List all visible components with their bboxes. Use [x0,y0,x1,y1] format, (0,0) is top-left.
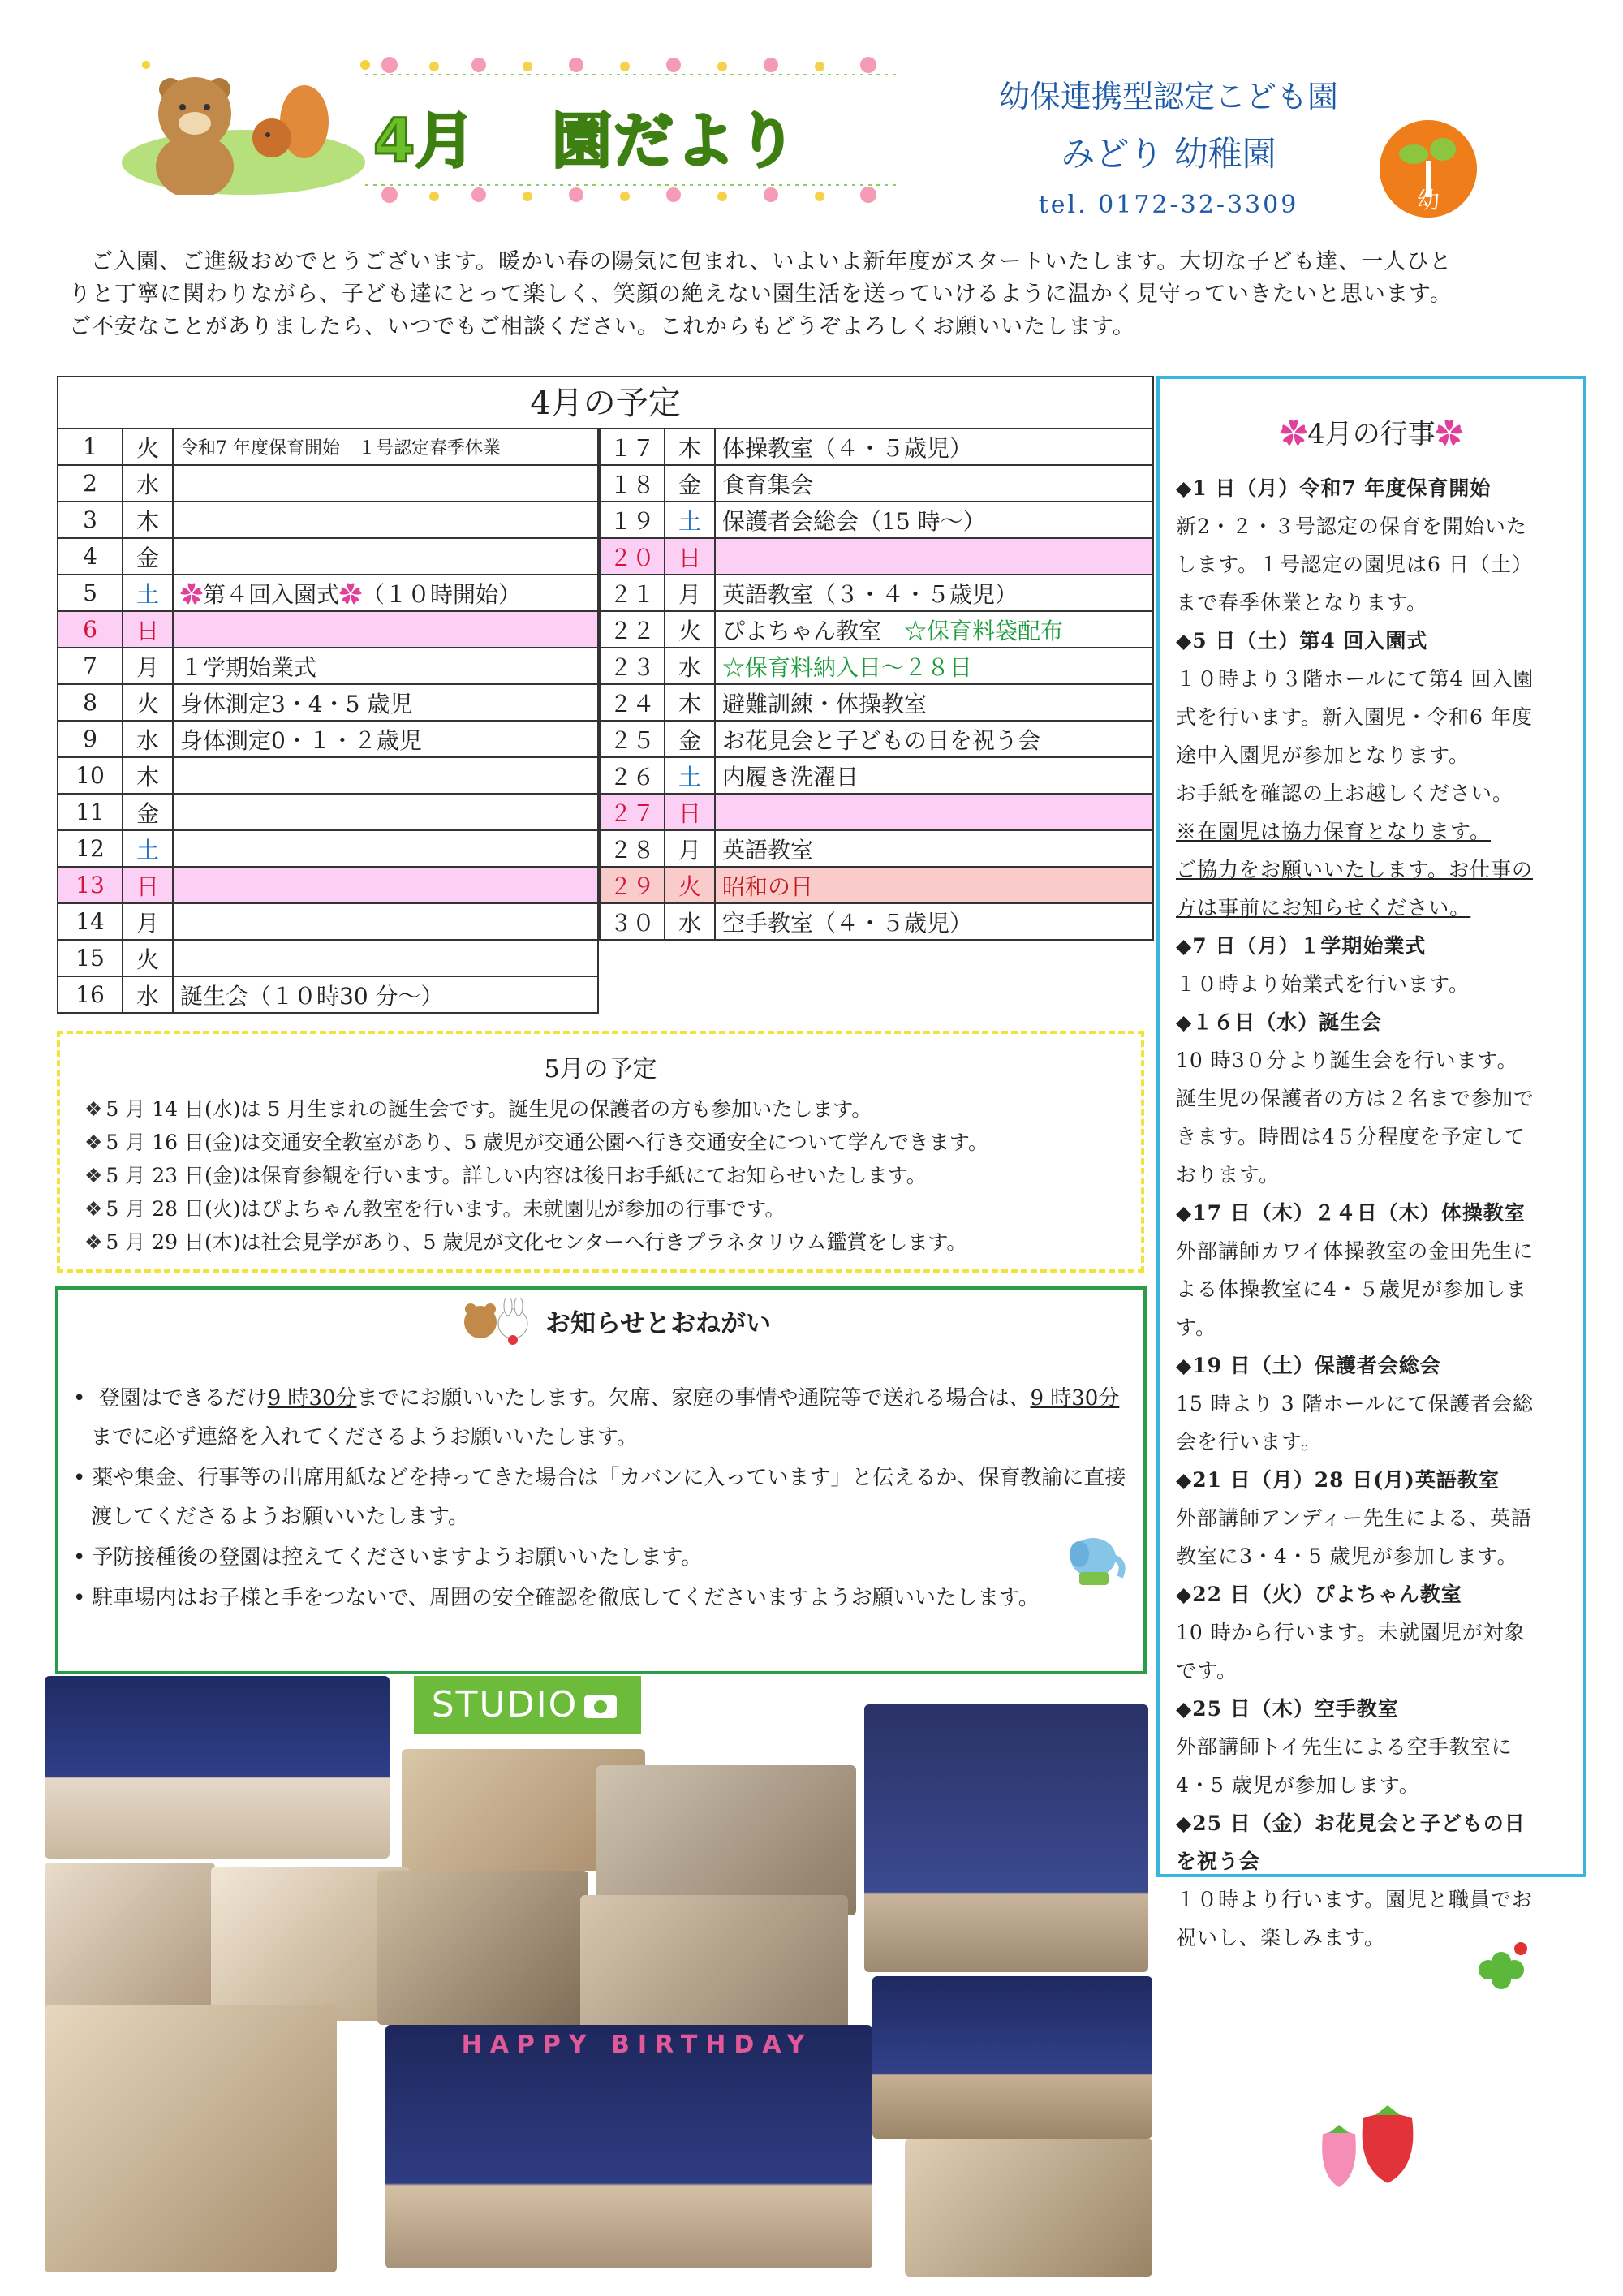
schedule-event: 昭和の日 [715,867,1153,903]
schedule-event: 体操教室（４・５歳児） [715,429,1153,465]
schedule-event: 身体測定3・4・5 歳児 [173,684,598,721]
schedule-weekday: 月 [123,903,173,940]
schedule-event [715,794,1153,830]
schedule-row [58,903,598,940]
schedule-event [173,867,598,903]
schedule-weekday: 水 [665,903,715,940]
photo-entrance-ceremony [45,1676,390,1859]
schedule-row [58,465,598,502]
schedule-day: ２６ [600,757,665,794]
schedule-row [58,611,598,648]
schedule-row [600,538,1153,575]
schedule-weekday: 月 [665,830,715,867]
notice-time: 9 時30分 [1030,1386,1120,1411]
event-heading: を祝う会 [1176,1850,1261,1873]
schedule-weekday: 水 [665,648,715,684]
logo-text: 幼 [1416,187,1440,213]
schedule-row [600,794,1153,830]
schedule-row [600,903,1153,940]
notice-text: までにお願いいたします。欠席、家庭の事情や通院等で送れる場合は、 [356,1386,1031,1411]
schedule-event: １学期始業式 [173,648,598,684]
schedule-row [58,940,598,976]
event-heading: ◆7 日（月）１学期始業式 [1176,934,1427,958]
schedule-row [58,976,598,1013]
schedule-day: １９ [600,502,665,538]
schedule-day: 9 [58,721,123,757]
schedule-day: ３０ [600,903,665,940]
schedule-event-text: 第４回入園式 [203,580,340,608]
schedule-event: 英語教室（３・４・５歳児） [715,575,1153,611]
event-line: まで春季休業となります。 [1176,591,1428,614]
schedule-day: 3 [58,502,123,538]
schedule-row [58,684,598,721]
schedule-weekday: 水 [123,721,173,757]
may-item: ❖ 5 月 23 日(金)は保育参観を行います。詳しい内容は後日お手紙にてお知らせいたします。 [84,1159,1141,1192]
schedule-weekday: 日 [123,611,173,648]
schedule-event-extra: （１０時開始） [362,580,522,608]
schedule-event: ☆保育料納入日〜２８日 [715,648,1153,684]
photo-graduation-stage [864,1704,1148,1972]
intro-line: ご不安なことがありましたら、いつでもご相談ください。これからもどうぞよろしくお願いいたします。 [69,314,1135,339]
studio-midori-banner [414,1676,641,1734]
notice-item: • 予防接種後の登園は控えてくださいますようお願いいたします。 [73,1538,1128,1577]
schedule-row [600,575,1153,611]
schedule-weekday: 日 [665,538,715,575]
photo-children-4 [580,1895,848,2033]
notice-item: • 薬や集金、行事等の出席用紙などを持ってきた場合は「カバンに入っています」と伝えるか、保育教諭に直接渡してくださるようお願いいたします。 [73,1458,1128,1536]
title-main: 園だより [552,106,799,176]
event-line: 外部講師アンディー先生による、英語 [1176,1506,1533,1530]
event-line: おります。 [1176,1163,1281,1187]
schedule-day: 12 [58,830,123,867]
schedule-event-text: ぴよちゃん教室 [722,617,882,644]
schedule-day: 16 [58,976,123,1013]
schedule-row [600,611,1153,648]
schedule-day: ２０ [600,538,665,575]
strawberry-icon [1307,2102,1428,2191]
schedule-row [58,429,598,465]
schedule-row [600,830,1153,867]
schedule-weekday: 日 [123,867,173,903]
schedule-event: 令和7 年度保育開始 １号認定春季休業 [173,429,598,465]
photo-collage [45,1676,1152,2281]
schedule-weekday: 火 [123,684,173,721]
schedule-row [600,648,1153,684]
schedule-event [173,940,598,976]
notice-item: • 駐車場内はお子様と手をつないで、周囲の安全確認を徹底してくださいますようお願いいたします。 [73,1579,1128,1618]
schedule-row [600,684,1153,721]
schedule-row [58,575,598,611]
schedule-event: 内履き洗濯日 [715,757,1153,794]
photo-children-3 [377,1871,588,2025]
schedule-weekday: 木 [123,502,173,538]
schedule-weekday: 土 [665,502,715,538]
schedule-event: 避難訓練・体操教室 [715,684,1153,721]
april-schedule-title: 4月の予定 [57,376,1154,428]
schedule-day: 5 [58,575,123,611]
schedule-day: 10 [58,757,123,794]
event-heading: ◆5 日（土）第4 回入園式 [1176,629,1428,653]
event-heading: ◆1 日（月）令和7 年度保育開始 [1176,476,1492,500]
event-line: １０時より３階ホールにて第4 回入園 [1176,667,1535,691]
bear-rabbit-icon [456,1298,537,1346]
studio-left-text: STUDIO [431,1684,579,1725]
intro-line: ご入園、ご進級おめでとうございます。暖かい春の陽気に包まれ、いよいよ新年度がスタートいたします。大切な子ども達、一人ひと [91,249,1453,274]
event-line: です。 [1176,1659,1238,1682]
event-heading: ◆25 日（木）空手教室 [1176,1697,1399,1721]
schedule-event [173,794,598,830]
schedule-weekday: 水 [123,976,173,1013]
schedule-row [58,648,598,684]
schedule-row [58,867,598,903]
notice-text: 登園はできるだけ [98,1386,268,1411]
april-schedule-table-left [57,428,599,1014]
notice-item [73,1379,1128,1457]
school-info [941,71,1396,219]
schedule-event-extra: ☆保育料袋配布 [904,617,1064,644]
schedule-event: 食育集会 [715,465,1153,502]
may-item: ❖ 5 月 16 日(金)は交通安全教室があり、5 歳児が交通公園へ行き交通安全について学んできます。 [84,1126,1141,1159]
schedule-row [600,757,1153,794]
schedule-day: 7 [58,648,123,684]
school-logo-icon [1380,120,1477,218]
schedule-event [173,611,598,648]
schedule-row [600,867,1153,903]
title-month: 4月 [373,106,476,176]
notice-time: 9 時30分 [267,1386,357,1411]
clover-ladybug-icon [1464,1937,1537,2002]
flower-icon: ✿ [1435,418,1463,450]
elephant-icon [1057,1525,1130,1590]
schedule-event [173,757,598,794]
schedule-weekday: 土 [123,830,173,867]
school-type: 幼保連携型認定こども園 [998,79,1338,114]
schedule-day: ２２ [600,611,665,648]
schedule-event: お花見会と子どもの日を祝う会 [715,721,1153,757]
flower-border-bottom [365,179,901,211]
schedule-day: １７ [600,429,665,465]
schedule-weekday: 土 [665,757,715,794]
schedule-row [58,830,598,867]
event-line-underlined: 方は事前にお知らせください。 [1176,896,1471,920]
schedule-day: ２１ [600,575,665,611]
event-heading: ◆１６日（水）誕生会 [1176,1010,1383,1034]
schedule-day: ２５ [600,721,665,757]
school-name: みどり 幼稚園 [1061,134,1276,174]
event-line: 式を行います。新入園児・令和6 年度 [1176,705,1533,729]
event-line: 15 時より 3 階ホールにて保護者会総 [1176,1392,1535,1415]
schedule-event [715,611,1153,648]
schedule-event [173,575,598,611]
schedule-weekday: 金 [665,721,715,757]
schedule-event [173,830,598,867]
notice-text: までに必ず連絡を入れてくださるようお願いいたします。 [91,1425,638,1450]
schedule-event [173,502,598,538]
event-line: します。１号認定の園児は6 日（土） [1176,553,1533,576]
may-item: ❖ 5 月 14 日(水)は 5 月生まれの誕生会です。誕生児の保護者の方も参加いたします。 [84,1092,1141,1126]
schedule-day: 1 [58,429,123,465]
schedule-weekday: 金 [123,794,173,830]
event-heading: ◆17 日（木）２４日（木）体操教室 [1176,1201,1526,1225]
events-body [1160,469,1583,1957]
may-item: ❖ 5 月 28 日(火)はぴよちゃん教室を行います。未就園児が参加の行事です。 [84,1192,1141,1226]
may-schedule-title: 5月の予定 [544,1055,657,1083]
event-heading: ◆22 日（火）ぴよちゃん教室 [1176,1583,1462,1606]
banner-text: HAPPY BIRTHDAY [461,2031,813,2059]
schedule-row [600,721,1153,757]
event-line: 新2・２・３号認定の保育を開始いた [1176,515,1527,538]
april-events-panel [1156,376,1586,1949]
schedule-row [58,721,598,757]
schedule-weekday: 火 [665,867,715,903]
schedule-day: ２３ [600,648,665,684]
camera-icon [584,1695,617,1718]
flower-border-top [365,49,901,81]
schedule-day: ２８ [600,830,665,867]
event-line: 外部講師カワイ体操教室の金田先生に [1176,1239,1535,1263]
event-line: 4・5 歳児が参加します。 [1176,1773,1420,1797]
may-schedule [57,1031,1144,1273]
event-line: 祝いし、楽しみます。 [1176,1926,1386,1949]
schedule-event: 誕生会（１０時30 分〜） [173,976,598,1013]
schedule-event [173,538,598,575]
event-line: 会を行います。 [1176,1430,1323,1454]
schedule-weekday: 火 [665,611,715,648]
schedule-day: ２９ [600,867,665,903]
schedule-event [173,465,598,502]
event-line: 10 時3０分より誕生会を行います。 [1176,1049,1518,1072]
photo-playroom [45,2005,337,2272]
schedule-event [715,538,1153,575]
event-heading: ◆21 日（月）28 日(月)英語教室 [1176,1468,1500,1492]
schedule-row [58,794,598,830]
intro-line: りと丁寧に関わりながら、子ども達にとって楽しく、笑顔の絶えない園生活を送っていけるように温かく見守っていきたいと思います。 [69,282,1453,307]
schedule-day: 2 [58,465,123,502]
schedule-day: １８ [600,465,665,502]
event-line: す。 [1176,1316,1217,1339]
schedule-weekday: 木 [123,757,173,794]
schedule-day: 6 [58,611,123,648]
photo-classroom-2 [596,1765,856,1915]
event-line-underlined: ご協力をお願いいたします。お仕事の [1176,858,1534,881]
events-title [1160,411,1583,451]
event-line: 外部講師トイ先生による空手教室に [1176,1735,1513,1759]
schedule-event: 英語教室 [715,830,1153,867]
photo-children-stage [872,1976,1152,2139]
schedule-weekday: 月 [123,648,173,684]
notice-box [55,1286,1147,1674]
flower-icon: ✿ [180,580,204,608]
may-item: ❖ 5 月 29 日(木)は社会見学があり、5 歳児が文化センターへ行きプラネタリウム鑑賞をします。 [84,1226,1141,1259]
schedule-weekday: 土 [123,575,173,611]
april-schedule-table-right [599,428,1154,941]
schedule-row [58,502,598,538]
schedule-row [600,502,1153,538]
event-line: よる体操教室に4・５歳児が参加しま [1176,1277,1527,1301]
schedule-weekday: 金 [665,465,715,502]
schedule-day: 4 [58,538,123,575]
event-line: 10 時から行います。未就園児が対象 [1176,1621,1526,1644]
april-schedule [57,376,1154,1017]
event-line: 教室に3・4・5 歳児が参加します。 [1176,1544,1518,1568]
photo-toddlers-1 [45,1863,215,2009]
flower-icon: ✿ [1280,418,1308,450]
events-title-text: 4月の行事 [1307,418,1436,450]
photo-children-hall [905,2139,1152,2277]
school-tel: tel. 0172-32-3309 [1038,191,1299,219]
event-line: 誕生児の保護者の方は２名まで参加で [1176,1087,1535,1110]
schedule-weekday: 月 [665,575,715,611]
schedule-row [600,465,1153,502]
event-line-underlined: ※在園児は協力保育となります。 [1176,820,1492,843]
schedule-day: 11 [58,794,123,830]
event-line: 途中入園児が参加となります。 [1176,743,1470,767]
intro-text [69,246,1578,343]
event-heading: ◆25 日（金）お花見会と子どもの日 [1176,1811,1526,1835]
flower-icon: ✿ [339,580,363,608]
schedule-event: 空手教室（４・５歳児） [715,903,1153,940]
schedule-event [173,903,598,940]
schedule-row [58,538,598,575]
schedule-weekday: 木 [665,684,715,721]
event-line: お手紙を確認の上お越しください。 [1176,782,1514,805]
schedule-weekday: 火 [123,429,173,465]
notice-title: お知らせとおねがい [545,1309,772,1338]
schedule-row [600,429,1153,465]
schedule-weekday: 火 [123,940,173,976]
schedule-day: 8 [58,684,123,721]
event-line: きます。時間は4５分程度を予定して [1176,1125,1526,1148]
schedule-day: ２４ [600,684,665,721]
schedule-event: 身体測定0・１・２歳児 [173,721,598,757]
event-heading: ◆19 日（土）保護者会総会 [1176,1354,1441,1377]
schedule-day: 15 [58,940,123,976]
schedule-weekday: 木 [665,429,715,465]
schedule-event: 保護者会総会（15 時〜） [715,502,1153,538]
schedule-weekday: 日 [665,794,715,830]
schedule-weekday: 水 [123,465,173,502]
happy-birthday-banner [402,2025,872,2066]
newsletter-title [365,49,901,211]
schedule-row [58,757,598,794]
event-line: １０時より行います。園児と職員でお [1176,1888,1534,1911]
schedule-day: 14 [58,903,123,940]
schedule-day: ２７ [600,794,665,830]
event-line: １０時より始業式を行います。 [1176,972,1470,996]
schedule-day: 13 [58,867,123,903]
bear-squirrel-illustration [122,49,390,195]
schedule-weekday: 金 [123,538,173,575]
